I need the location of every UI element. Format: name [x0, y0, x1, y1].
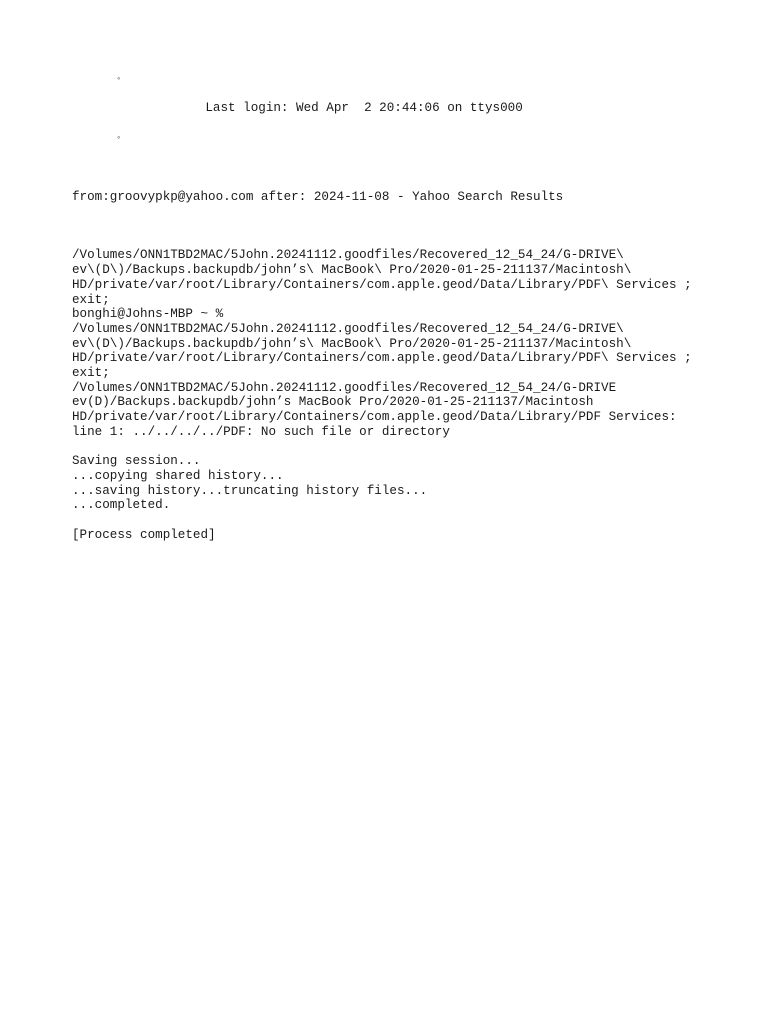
terminal-line: /Volumes/ONN1TBD2MAC/5John.20241112.goodfiles/Recovered_12_54_24/G-DRIVE\	[72, 248, 624, 263]
list-item	[72, 131, 712, 190]
session-line: ...completed.	[72, 498, 171, 513]
terminal-line: exit;	[72, 366, 110, 381]
session-line: Saving session...	[72, 454, 201, 469]
spacer	[72, 204, 712, 248]
process-completed-line: [Process completed]	[72, 527, 216, 542]
bullet-list	[72, 72, 712, 190]
terminal-line: exit;	[72, 292, 110, 307]
terminal-line: HD/private/var/root/Library/Containers/com.apple.geod/Data/Library/PDF\ Services ;	[72, 277, 692, 292]
list-item	[72, 72, 712, 131]
search-line: from:groovypkp@yahoo.com after: 2024-11-08 - Yahoo Search Results	[72, 189, 564, 204]
spacer	[72, 440, 712, 455]
hollow-bullet-icon: ◦	[116, 74, 122, 84]
terminal-line: ev(D)/Backups.backupdb/john’s MacBook Pro/2020-01-25-211137/Macintosh	[72, 395, 594, 410]
session-line: ...copying shared history...	[72, 468, 284, 483]
terminal-error-line: line 1: ../../../../PDF: No such file or directory	[72, 424, 450, 439]
spacer	[72, 513, 712, 528]
terminal-line: ev\(D\)/Backups.backupdb/john’s\ MacBook\ Pro/2020-01-25-211137/Macintosh\	[72, 263, 632, 278]
terminal-line: ev\(D\)/Backups.backupdb/john’s\ MacBook\ Pro/2020-01-25-211137/Macintosh\	[72, 336, 632, 351]
last-login-text: Last login: Wed Apr 2 20:44:06 on ttys000	[205, 101, 523, 116]
hollow-bullet-icon: ◦	[116, 132, 122, 143]
document-body	[72, 72, 712, 542]
session-line: ...saving history...truncating history files...	[72, 483, 428, 498]
terminal-output	[72, 248, 712, 439]
terminal-line: HD/private/var/root/Library/Containers/com.apple.geod/Data/Library/PDF Services:	[72, 410, 677, 425]
terminal-line: /Volumes/ONN1TBD2MAC/5John.20241112.goodfiles/Recovered_12_54_24/G-DRIVE\	[72, 321, 624, 336]
terminal-prompt: bonghi@Johns-MBP ~ %	[72, 307, 224, 322]
terminal-line: /Volumes/ONN1TBD2MAC/5John.20241112.goodfiles/Recovered_12_54_24/G-DRIVE	[72, 380, 617, 395]
terminal-line: HD/private/var/root/Library/Containers/com.apple.geod/Data/Library/PDF\ Services ;	[72, 351, 692, 366]
session-output	[72, 454, 712, 513]
